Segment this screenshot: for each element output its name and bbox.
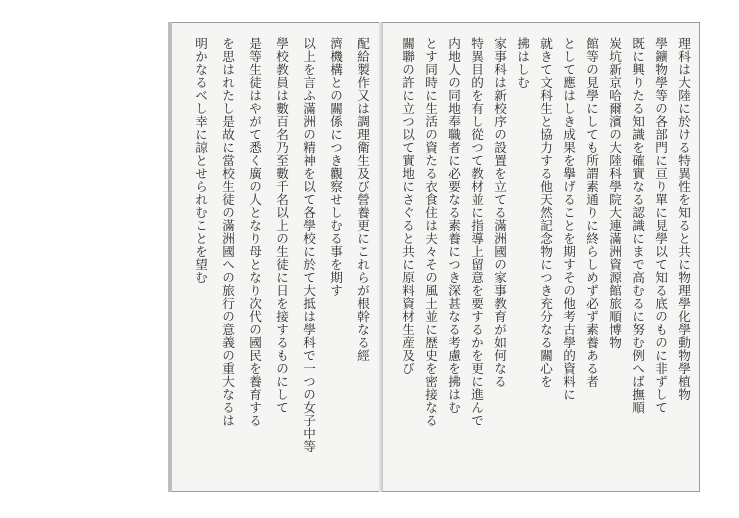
text-line: 拂はしむ (515, 37, 530, 89)
text-line: 以上を言ふ滿洲の精神を以て各學校に於て大抵は學科で一つの女子中等 (301, 37, 316, 453)
text-line: 家事科は新校序の設置を立てる滿洲國の家事教育が如何なる (492, 37, 507, 388)
text-line: 濟機構との關係につき觀察せしむる事を期す (328, 37, 343, 297)
text-line: 配給製作又は調理衛生及び營養更にこれらが根幹なる經 (355, 37, 370, 362)
text-line: 内地人の同地奉職者に必要なる素養につき深甚なる考慮を拂はむ (446, 37, 461, 414)
right-page (382, 22, 700, 492)
text-line: 炭坑新京哈爾濱の大陸科學院大連滿洲資源館旅順博物 (607, 37, 622, 349)
text-line: として應はしき成果を擧げることを期すその他考古學的資料に (561, 37, 576, 401)
text-line: 就きて文科生と協力する他天然記念物につき充分なる關心を (538, 37, 553, 388)
text-line: 特異目的を有し從つて教材並に指導上留意を要するかを更に進んで (469, 37, 484, 427)
text-line: 學鑛物學等の各部門に亘り單に見學以て知る底のものに非ずして (653, 37, 668, 414)
text-line: 理科は大陸に於ける特異性を知ると共に物理學化學動物學植物 (676, 37, 691, 401)
text-line: を思はれたし是故に當校生徒の滿洲國への旅行の意義の重大なるは (220, 37, 235, 427)
text-line: 是等生徒はやがて悉く廣の人となり母となり次代の國民を養育する (247, 37, 262, 427)
text-line: 既に興りたる知識を確實なる認識にまで高むるに努む例へば撫順 (630, 37, 645, 414)
scan-edge (168, 22, 172, 492)
text-line: 關聯の許に立つ以て實地にさぐると共に原料資材生産及び (400, 37, 415, 375)
text-line: 學校教員は數百名乃至數千名以上の生徒に日を接するものにして (274, 37, 289, 414)
text-line: 館等の見學にしても所謂素通りに終らしめず必ず素養ある者 (584, 37, 599, 388)
text-line: とす同時に生活の資たる衣食住は夫々その風土並に歴史を密接なる (423, 37, 438, 427)
left-page (170, 22, 382, 492)
text-line: 明かなるべし幸に諒とせられむことを望む (193, 37, 208, 284)
